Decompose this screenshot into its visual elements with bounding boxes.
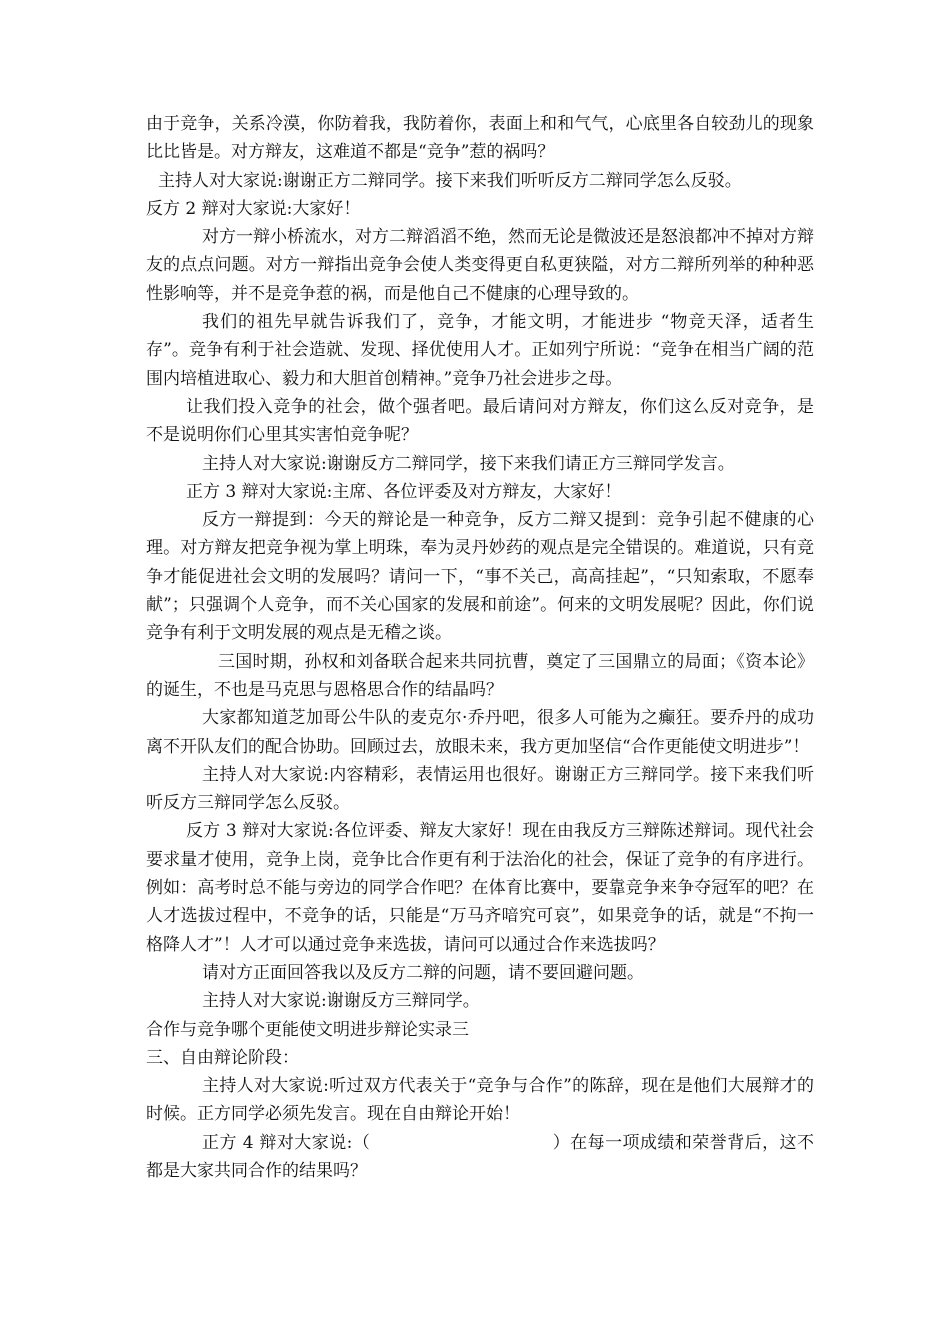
- paragraph: 我们的祖先早就告诉我们了，竞争，才能文明，才能进步 “物竞天泽，适者生存”。竞争有利于社会造就、发现、择优使用人才。正如列宁所说：“竞争在相当广阔的范围内培植进取心、毅力和大胆首创精神。”竞争乃社会进步之母。: [146, 312, 814, 389]
- paragraph: 由于竞争，关系冷漠，你防着我，我防着你，表面上和和气气，心底里各自较劲儿的现象比比皆是。对方辩友，这难道不都是“竞争”惹的祸吗？: [146, 114, 814, 163]
- paragraph: 对方一辩小桥流水，对方二辩滔滔不绝，然而无论是微波还是怒浪都冲不掉对方辩友的点点问题。对方一辩指出竞争会使人类变得更自私更狭隘，对方二辩所列举的种种恶性影响等，并不是竞争惹的祸，而是他自己不健康的心理导致的。: [146, 227, 814, 304]
- paragraph: 主持人对大家说:听过双方代表关于“竞争与合作”的陈辞，现在是他们大展辩才的时候。正方同学必须先发言。现在自由辩论开始！: [146, 1076, 814, 1125]
- paragraph: 反方 2 辩对大家说:大家好！: [146, 198, 361, 219]
- paragraph: 主持人对大家说:谢谢反方三辩同学。: [202, 991, 480, 1012]
- paragraph: 正方 3 辩对大家说:主席、各位评委及对方辩友，大家好！: [186, 481, 622, 502]
- paragraph: 请对方正面回答我以及反方二辩的问题，请不要回避问题。: [202, 962, 644, 983]
- document-body: [146, 110, 814, 1185]
- section-heading: 合作与竞争哪个更能使文明进步辩论实录三: [146, 1019, 469, 1040]
- paragraph-text: ）在每一项成绩和荣誉背后，这不都是大家共同合作的结果吗？: [146, 1132, 814, 1181]
- section-heading: 三、自由辩论阶段：: [146, 1047, 299, 1068]
- paragraph: 主持人对大家说:内容精彩，表情运用也很好。谢谢正方三辩同学。接下来我们听听反方三辩同学怎么反驳。: [146, 764, 814, 814]
- paragraph: 让我们投入竞争的社会，做个强者吧。最后请问对方辩友，你们这么反对竞争，是不是说明你们心里其实害怕竞争呢？: [146, 396, 814, 446]
- paragraph: 主持人对大家说:谢谢反方二辩同学，接下来我们请正方三辩同学发言。: [202, 453, 735, 474]
- paragraph: [146, 1129, 814, 1186]
- paragraph: 反方 3 辩对大家说:各位评委、辩友大家好！现在由我反方三辩陈述辩词。现代社会要求量才使用，竞争上岗，竞争比合作更有利于法治化的社会，保证了竞争的有序进行。例如：高考时总不能与旁边的同学合作吧？在体育比赛中，要靠竞争来争夺冠军的吧？在人才选拔过程中，不竞争的话，只能是“万马齐喑究可哀”，如果竞争的话，就是“不拘一格降人才”！人才可以通过竞争来选拔，请问可以通过合作来选拔吗？: [146, 821, 814, 955]
- paragraph: 大家都知道芝加哥公牛队的麦克尔·乔丹吧，很多人可能为之癫狂。要乔丹的成功离不开队友们的配合协助。回顾过去，放眼未来，我方更加坚信“合作更能使文明进步”！: [146, 708, 814, 757]
- paragraph: 三国时期，孙权和刘备联合起来共同抗曹，奠定了三国鼎立的局面；《资本论》的诞生，不也是马克思与恩格思合作的结晶吗？: [146, 651, 814, 700]
- paragraph: 反方一辩提到：今天的辩论是一种竞争，反方二辩又提到：竞争引起不健康的心理。对方辩友把竞争视为掌上明珠，奉为灵丹妙药的观点是完全错误的。难道说，只有竞争才能促进社会文明的发展吗？请问一下，“事不关己，高高挂起”，“只知索取，不愿奉献”；只强调个人竞争，而不关心国家的发展和前途”。何来的文明发展呢？因此，你们说竞争有利于文明发展的观点是无稽之谈。: [146, 510, 814, 644]
- paragraph-text: 正方 4 辩对大家说:（: [202, 1132, 371, 1153]
- paragraph: 主持人对大家说:谢谢正方二辩同学。接下来我们听听反方二辩同学怎么反驳。: [158, 170, 742, 191]
